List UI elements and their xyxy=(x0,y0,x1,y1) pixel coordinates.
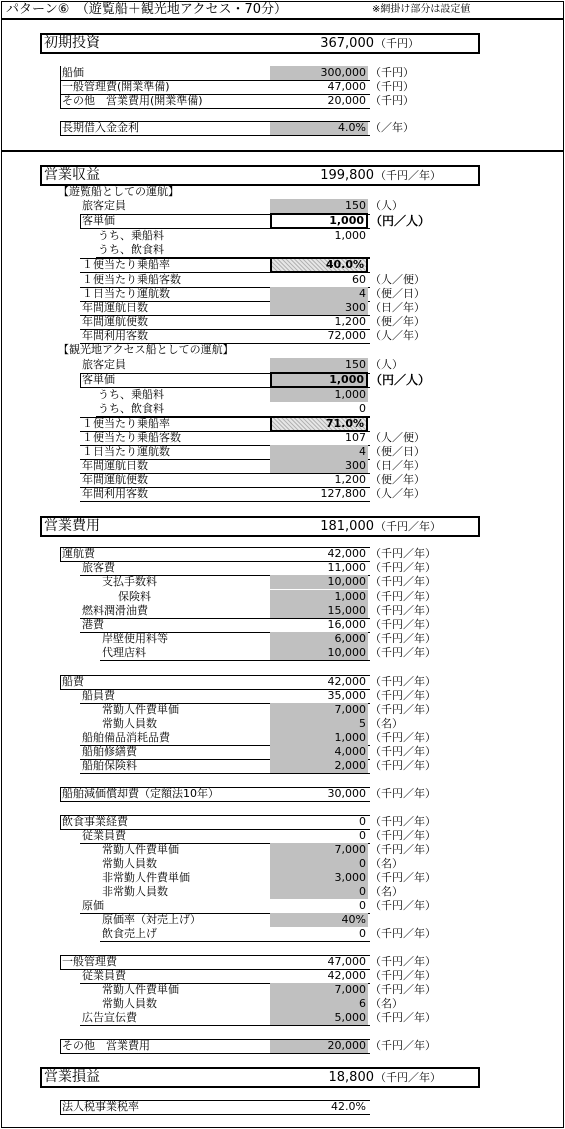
row-label: 非常勤人員数 xyxy=(102,885,168,898)
row-value: 6 xyxy=(270,997,368,1011)
row-unit: （千円／年） xyxy=(370,1011,436,1024)
row-unit: （千円／年） xyxy=(370,927,436,940)
row-unit: （千円／年） xyxy=(370,632,436,645)
row-unit: （千円／年） xyxy=(370,787,436,800)
row-label: 常勤人員数 xyxy=(102,857,157,870)
table-row xyxy=(0,343,565,357)
table-row xyxy=(0,329,565,343)
row-value: 47,000 xyxy=(327,955,366,968)
row-label: 常勤人員数 xyxy=(102,997,157,1010)
investment-total xyxy=(40,33,480,54)
row-topline xyxy=(60,121,370,122)
table-row xyxy=(0,301,565,315)
row-value: 42.0% xyxy=(331,1100,366,1113)
row-label: 年間利用客数 xyxy=(82,329,148,342)
row-unit: （日／年） xyxy=(370,301,425,314)
row-value: 35,000 xyxy=(327,689,366,702)
table-row xyxy=(0,675,565,689)
table-row xyxy=(0,487,565,501)
row-label: 従業員費 xyxy=(82,829,126,842)
table-row xyxy=(0,1100,565,1114)
revenue-total xyxy=(40,165,480,186)
table-row xyxy=(0,913,565,927)
table-row xyxy=(0,185,565,199)
table-row xyxy=(0,1011,565,1025)
table-row xyxy=(0,214,565,228)
row-value: 0 xyxy=(359,927,366,940)
row-label: 常勤人員数 xyxy=(102,717,157,730)
row-label: １便当たり乗船率 xyxy=(82,258,170,271)
table-row xyxy=(0,829,565,843)
row-label: 船舶修繕費 xyxy=(82,745,137,758)
table-row xyxy=(0,899,565,913)
table-row xyxy=(0,445,565,459)
row-value: 0 xyxy=(359,829,366,842)
row-underline xyxy=(80,501,370,502)
row-unit: （名） xyxy=(370,717,403,730)
row-label: 旅客費 xyxy=(82,561,115,574)
row-value: 1,200 xyxy=(334,315,366,328)
table-row xyxy=(0,473,565,487)
row-label: 従業員費 xyxy=(82,969,126,982)
table-row xyxy=(0,885,565,899)
row-value: 4,000 xyxy=(270,745,368,759)
row-value: 1,000 xyxy=(334,229,366,242)
row-edge xyxy=(80,214,81,228)
row-value: 7,000 xyxy=(270,703,368,717)
row-unit: （千円／年） xyxy=(370,675,436,688)
row-value: 30,000 xyxy=(327,787,366,800)
row-topline xyxy=(60,815,370,816)
row-label: 船価 xyxy=(62,66,84,79)
row-label: 原価 xyxy=(82,899,104,912)
row-edge xyxy=(60,547,61,561)
row-label: １日当たり運航数 xyxy=(82,445,170,458)
row-label: 旅客定員 xyxy=(82,199,126,212)
table-row xyxy=(0,80,565,94)
table-row xyxy=(0,258,565,272)
row-value: 20,000 xyxy=(327,94,366,107)
row-underline xyxy=(60,1114,370,1115)
expenses-total xyxy=(40,516,480,537)
row-label: うち、飲食料 xyxy=(98,243,164,256)
row-label: 一般管理費 xyxy=(62,955,117,968)
row-unit: （名） xyxy=(370,857,403,870)
row-label: １日当たり運航数 xyxy=(82,287,170,300)
row-label: 常勤人件費単価 xyxy=(102,843,179,856)
row-unit: （名） xyxy=(370,997,403,1010)
table-row xyxy=(0,121,565,135)
row-topline xyxy=(80,214,370,215)
row-value: 1,000 xyxy=(270,590,368,604)
table-row xyxy=(0,703,565,717)
row-edge xyxy=(60,66,61,80)
row-label: 船費 xyxy=(62,675,84,688)
row-unit: （千円／年） xyxy=(370,575,436,588)
table-row xyxy=(0,199,565,213)
row-edge xyxy=(60,787,61,801)
section-divider xyxy=(1,150,564,152)
row-edge xyxy=(60,675,61,689)
row-edge xyxy=(60,121,61,135)
row-value: 0 xyxy=(359,899,366,912)
row-unit: （人／年） xyxy=(370,329,425,342)
row-label: 代理店料 xyxy=(102,646,146,659)
table-row xyxy=(0,604,565,618)
row-underline xyxy=(100,660,370,661)
row-underline xyxy=(80,773,370,774)
row-unit: （円／人） xyxy=(370,214,431,228)
table-row xyxy=(0,273,565,287)
table-row xyxy=(0,969,565,983)
table-row xyxy=(0,373,565,387)
row-unit: （千円／年） xyxy=(370,1039,436,1052)
row-value: 40% xyxy=(270,913,368,927)
table-row xyxy=(0,1039,565,1053)
row-label: 船舶減価償却費（定額法10年） xyxy=(62,787,219,800)
row-value: 127,800 xyxy=(320,487,366,500)
row-label: うち、乗船料 xyxy=(98,229,164,242)
row-topline xyxy=(60,1100,370,1101)
row-topline xyxy=(60,787,370,788)
row-value: 11,000 xyxy=(327,561,366,574)
table-row xyxy=(0,402,565,416)
section-unit: （千円／年） xyxy=(375,1071,441,1084)
row-value: 150 xyxy=(270,199,368,213)
row-value: 20,000 xyxy=(270,1039,368,1053)
table-row xyxy=(0,66,565,80)
section-title: 初期投資 xyxy=(44,35,100,51)
row-underline xyxy=(80,1025,370,1026)
row-label: 法人税事業税率 xyxy=(62,1100,139,1113)
row-label: 原価率（対売上げ） xyxy=(102,913,201,926)
row-underline xyxy=(60,108,370,109)
row-unit: （千円／年） xyxy=(370,829,436,842)
row-value: 10,000 xyxy=(270,575,368,589)
row-label: 岸壁使用料等 xyxy=(102,632,168,645)
row-edge xyxy=(60,80,61,94)
row-underline xyxy=(60,801,370,802)
row-label: 運航費 xyxy=(62,547,95,560)
row-edge xyxy=(60,1100,61,1114)
row-unit: （千円／年） xyxy=(370,689,436,702)
row-unit: （／年） xyxy=(370,121,414,134)
row-unit: （人／年） xyxy=(370,487,425,500)
row-label: 港費 xyxy=(82,618,104,631)
row-label: 年間利用客数 xyxy=(82,487,148,500)
row-unit: （人） xyxy=(370,199,403,212)
section-title: 営業収益 xyxy=(44,167,100,183)
row-label: 飲食事業経費 xyxy=(62,815,128,828)
row-unit: （千円／年） xyxy=(370,815,436,828)
row-label: 燃料潤滑油費 xyxy=(82,604,148,617)
row-unit: （千円／年） xyxy=(370,590,436,603)
row-value: 0 xyxy=(270,885,368,899)
table-row xyxy=(0,731,565,745)
row-value: 4.0% xyxy=(270,121,368,135)
row-label: 長期借入金金利 xyxy=(62,121,139,134)
row-label: 年間運航日数 xyxy=(82,459,148,472)
row-value: 5,000 xyxy=(270,1011,368,1025)
row-unit: （千円／年） xyxy=(370,731,436,744)
table-row xyxy=(0,229,565,243)
table-row xyxy=(0,575,565,589)
table-row xyxy=(0,287,565,301)
row-value: 42,000 xyxy=(327,969,366,982)
row-unit: （人／便） xyxy=(370,431,425,444)
row-label: 客単価 xyxy=(82,214,115,227)
row-value: 2,000 xyxy=(270,759,368,773)
row-underline xyxy=(100,941,370,942)
table-row xyxy=(0,632,565,646)
section-value: 367,000 xyxy=(320,36,374,51)
section-title: 営業費用 xyxy=(44,518,100,534)
row-label: 【観光地アクセス船としての運航】 xyxy=(58,343,234,356)
row-value: 3,000 xyxy=(270,871,368,885)
row-value: 0 xyxy=(359,402,366,415)
row-unit: （千円／年） xyxy=(370,745,436,758)
row-topline xyxy=(80,417,370,418)
row-value: 40.0% xyxy=(270,257,368,273)
row-unit: （千円／年） xyxy=(370,969,436,982)
row-value: 1,000 xyxy=(270,213,368,229)
row-label: 年間運航便数 xyxy=(82,473,148,486)
row-unit: （千円／年） xyxy=(370,871,436,884)
row-value: 4 xyxy=(270,445,368,459)
row-unit: （円／人） xyxy=(370,373,431,387)
section-value: 199,800 xyxy=(320,168,374,183)
row-unit: （人／便） xyxy=(370,273,425,286)
table-row xyxy=(0,388,565,402)
row-edge xyxy=(60,1039,61,1053)
table-row xyxy=(0,590,565,604)
row-value: 71.0% xyxy=(270,416,368,432)
row-value: 42,000 xyxy=(327,675,366,688)
row-underline xyxy=(60,1053,370,1054)
row-value: 1,000 xyxy=(270,388,368,402)
row-unit: （千円／年） xyxy=(370,983,436,996)
table-row xyxy=(0,646,565,660)
row-unit: （便／年） xyxy=(370,315,425,328)
row-unit: （千円／年） xyxy=(370,843,436,856)
row-label: 非常勤人件費単価 xyxy=(102,871,190,884)
row-value: 6,000 xyxy=(270,632,368,646)
section-unit: （千円） xyxy=(375,37,419,50)
table-row xyxy=(0,997,565,1011)
table-row xyxy=(0,787,565,801)
table-row xyxy=(0,955,565,969)
row-topline xyxy=(60,547,370,548)
row-edge xyxy=(80,373,81,387)
row-underline xyxy=(60,135,370,136)
table-row xyxy=(0,561,565,575)
section-title: 営業損益 xyxy=(44,1069,100,1085)
row-label: その他 営業費用(開業準備) xyxy=(62,94,203,107)
row-edge xyxy=(60,94,61,108)
row-unit: （千円／年） xyxy=(370,759,436,772)
row-value: 7,000 xyxy=(270,983,368,997)
table-row xyxy=(0,547,565,561)
row-topline xyxy=(80,373,370,374)
row-topline xyxy=(60,675,370,676)
row-unit: （千円／年） xyxy=(370,604,436,617)
row-topline xyxy=(60,955,370,956)
row-label: 常勤人件費単価 xyxy=(102,983,179,996)
table-row xyxy=(0,243,565,257)
row-value: 7,000 xyxy=(270,843,368,857)
table-row xyxy=(0,459,565,473)
row-label: １便当たり乗船客数 xyxy=(82,273,181,286)
table-row xyxy=(0,689,565,703)
row-label: 支払手数料 xyxy=(102,575,157,588)
row-label: 年間運航便数 xyxy=(82,315,148,328)
row-value: 1,200 xyxy=(334,473,366,486)
table-row xyxy=(0,618,565,632)
section-unit: （千円／年） xyxy=(375,169,441,182)
sheet-title: パターン⑥ （遊覧船＋観光地アクセス・70分） xyxy=(6,2,288,17)
row-unit: （人） xyxy=(370,358,403,371)
row-label: 常勤人件費単価 xyxy=(102,703,179,716)
table-row xyxy=(0,927,565,941)
section-unit: （千円／年） xyxy=(375,520,441,533)
row-label: １便当たり乗船率 xyxy=(82,417,170,430)
row-value: 16,000 xyxy=(327,618,366,631)
table-row xyxy=(0,983,565,997)
row-unit: （千円） xyxy=(370,80,414,93)
row-unit: （千円／年） xyxy=(370,899,436,912)
row-unit: （千円／年） xyxy=(370,561,436,574)
row-value: 10,000 xyxy=(270,646,368,660)
row-label: 船員費 xyxy=(82,689,115,702)
legend-note: ※網掛け部分は設定値 xyxy=(372,4,471,15)
row-value: 0 xyxy=(270,857,368,871)
row-value: 4 xyxy=(270,287,368,301)
table-row xyxy=(0,745,565,759)
row-unit: （千円／年） xyxy=(370,547,436,560)
row-unit: （便／年） xyxy=(370,473,425,486)
row-unit: （名） xyxy=(370,885,403,898)
row-value: 60 xyxy=(352,273,366,286)
row-topline xyxy=(80,258,370,259)
row-label: 客単価 xyxy=(82,373,115,386)
section-value: 18,800 xyxy=(328,1070,374,1085)
row-label: その他 営業費用 xyxy=(62,1039,150,1052)
row-label: 【遊覧船としての運航】 xyxy=(58,185,179,198)
row-unit: （千円／年） xyxy=(370,955,436,968)
row-value: 300,000 xyxy=(270,66,368,80)
row-edge xyxy=(60,815,61,829)
row-unit: （日／年） xyxy=(370,459,425,472)
row-value: 1,000 xyxy=(270,372,368,388)
row-unit: （千円） xyxy=(370,66,414,79)
row-value: 15,000 xyxy=(270,604,368,618)
table-row xyxy=(0,843,565,857)
row-value: 0 xyxy=(359,815,366,828)
table-row xyxy=(0,431,565,445)
row-label: 広告宣伝費 xyxy=(82,1011,137,1024)
row-unit: （便／日） xyxy=(370,287,425,300)
row-edge xyxy=(60,955,61,969)
table-row xyxy=(0,815,565,829)
header-divider xyxy=(1,18,564,20)
table-row xyxy=(0,358,565,372)
row-label: 年間運航日数 xyxy=(82,301,148,314)
row-label: 一般管理費(開業準備) xyxy=(62,80,170,93)
row-value: 42,000 xyxy=(327,547,366,560)
table-row xyxy=(0,94,565,108)
table-row xyxy=(0,315,565,329)
table-row xyxy=(0,417,565,431)
row-label: うち、飲食料 xyxy=(98,402,164,415)
row-value: 47,000 xyxy=(327,80,366,93)
table-row xyxy=(0,871,565,885)
table-row xyxy=(0,857,565,871)
row-label: 船舶備品消耗品費 xyxy=(82,731,170,744)
row-label: １便当たり乗船客数 xyxy=(82,431,181,444)
row-unit: （千円／年） xyxy=(370,703,436,716)
row-label: 飲食売上げ xyxy=(102,927,157,940)
section-value: 181,000 xyxy=(320,519,374,534)
row-unit: （千円／年） xyxy=(370,646,436,659)
row-label: 船舶保険料 xyxy=(82,759,137,772)
row-unit: （便／日） xyxy=(370,445,425,458)
row-label: 保険料 xyxy=(118,590,151,603)
table-row xyxy=(0,759,565,773)
row-value: 1,000 xyxy=(270,731,368,745)
row-value: 300 xyxy=(270,301,368,315)
profit-total xyxy=(40,1067,480,1088)
row-value: 107 xyxy=(345,431,366,444)
row-value: 5 xyxy=(270,717,368,731)
row-unit: （千円） xyxy=(370,94,414,107)
row-value: 72,000 xyxy=(327,329,366,342)
row-value: 300 xyxy=(270,459,368,473)
table-row xyxy=(0,717,565,731)
row-value: 150 xyxy=(270,358,368,372)
row-topline xyxy=(60,1039,370,1040)
row-label: 旅客定員 xyxy=(82,358,126,371)
row-label: うち、乗船料 xyxy=(98,388,164,401)
row-unit: （千円／年） xyxy=(370,618,436,631)
